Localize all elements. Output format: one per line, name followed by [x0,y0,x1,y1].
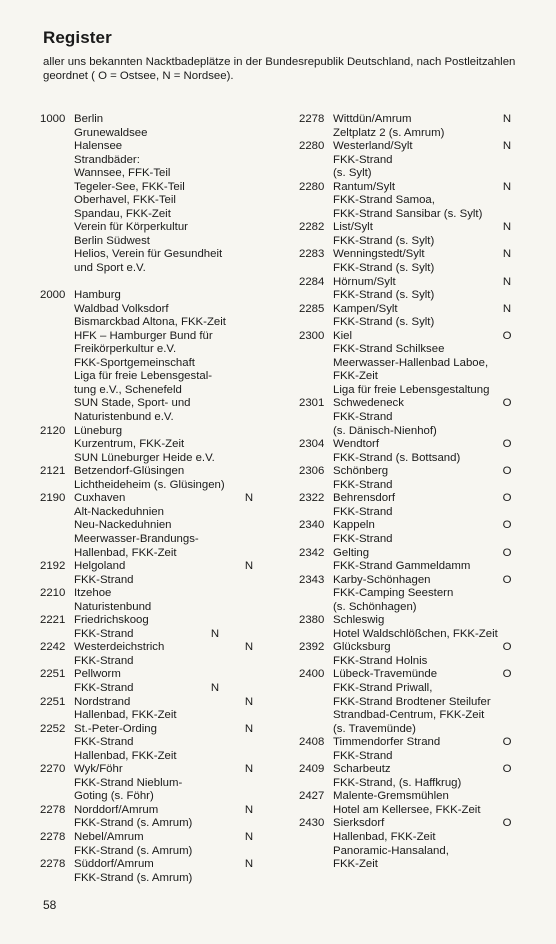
postal-code: 2304 [299,438,325,451]
entry-heading [40,113,255,127]
location-line: Wannsee, FFK-Teil [74,167,171,180]
location-line: FKK-Strand [333,153,393,166]
location-line: FKK-Strand [333,478,393,491]
postal-code: 2270 [40,763,66,776]
page-number: 58 [43,898,57,912]
location-line: FKK-Strand Samoa, [333,194,435,207]
entry-heading [40,465,255,479]
place-name: Kiel [333,329,352,342]
entry-heading [299,438,517,452]
location-line: Oberhavel, FKK-Teil [74,194,176,207]
entry-heading [40,560,255,574]
place-name: Malente-Gremsmühlen [333,790,449,803]
register-entry [299,519,517,546]
entry-heading [40,492,255,506]
postal-code: 2430 [299,817,325,830]
register-entry [40,831,255,858]
location-line: FKK-Strand Brodtener Steilufer [333,695,491,708]
place-name: Schleswig [333,614,385,627]
register-entry [40,668,255,695]
location-line [40,682,255,696]
postal-code: 2427 [299,790,325,803]
place-name: Norddorf/Amrum [74,803,159,816]
location-line: Alt-Nackeduhnien [74,505,164,518]
register-entry [40,465,255,492]
entry-heading [40,804,255,818]
register-entry [299,574,517,615]
entry-heading [299,547,517,561]
postal-code: 2278 [40,858,66,871]
postal-code: 2278 [299,113,325,125]
register-entry [299,113,517,140]
register-entry [40,492,255,560]
register-entry [299,397,517,438]
postal-code: 2392 [299,641,325,654]
location-line: Hallenbad, FKK-Zeit [333,830,436,843]
entry-heading [299,790,517,804]
place-name: Lüneburg [74,424,123,437]
location-text: FKK-Strand [74,681,134,694]
entry-heading [299,668,517,682]
location-line: (s. Dänisch-Nienhof) [333,424,437,437]
postal-code: 2343 [299,573,325,586]
entry-heading [40,425,255,439]
register-entry [299,641,517,668]
location-line: FKK-Camping Seestern [333,587,454,600]
location-line: FKK-Strand (s. Bottsand) [333,451,461,464]
register-entry [299,303,517,330]
location-line: Bismarckbad Altona, FKK-Zeit [74,316,226,329]
register-entry [40,614,255,641]
entry-heading [299,181,517,195]
register-entry [299,276,517,303]
coast-marker: O [502,492,512,505]
location-line: Goting (s. Föhr) [74,790,154,803]
postal-code: 2409 [299,763,325,776]
place-name: Westerdeichstrich [74,641,165,654]
register-entry [40,696,255,723]
postal-code: 2283 [299,248,325,261]
location-line: FKK-Strand [74,573,134,586]
postal-code: 2282 [299,221,325,234]
coast-marker: N [244,722,254,735]
location-line: Berlin Südwest [74,234,150,247]
coast-marker: N [244,830,254,843]
register-entry [40,560,255,587]
postal-code: 2301 [299,397,325,410]
register-entry [299,248,517,275]
entry-heading [299,574,517,588]
place-name: Nebel/Amrum [74,830,144,843]
register-entry [40,641,255,668]
place-name: Wendtorf [333,438,380,451]
postal-code: 2210 [40,587,66,600]
register-entry [40,723,255,764]
place-name: Lübeck-Travemünde [333,668,438,681]
register-entry [299,817,517,871]
postal-code: 2190 [40,492,66,505]
register-entry [299,221,517,248]
location-line: Freikörperkultur e.V. [74,343,177,356]
place-name: Sierksdorf [333,817,385,830]
location-line [40,628,255,642]
register-entry [299,181,517,222]
location-line: SUN Lüneburger Heide e.V. [74,451,215,464]
place-name: Betzendorf-Glüsingen [74,465,185,478]
coast-marker: N [244,858,254,871]
location-line: Waldbad Volksdorf [74,302,169,315]
location-line: (s. Schönhagen) [333,600,417,613]
place-name: Süddorf/Amrum [74,858,154,871]
location-line: FKK-Strand [333,505,393,518]
coast-marker: N [502,113,512,125]
entry-heading [40,587,255,601]
entry-heading [40,858,255,872]
coast-marker: O [502,465,512,478]
entry-heading [299,763,517,777]
register-column-left [40,113,255,885]
place-name: Wyk/Föhr [74,763,123,776]
postal-code: 2252 [40,722,66,735]
coast-marker: O [502,397,512,410]
coast-marker: N [244,763,254,776]
coast-marker: N [244,803,254,816]
coast-marker: N [244,641,254,654]
location-line: Helios, Verein für Gesundheit [74,248,223,261]
register-entry [40,425,255,466]
location-line: FKK-Zeit [333,370,378,383]
location-line: Lichtheideheim (s. Glüsingen) [74,478,225,491]
location-line: FKK-Strand (s. Sylt) [333,289,435,302]
location-line: Hallenbad, FKK-Zeit [74,709,177,722]
coast-marker: O [502,438,512,451]
postal-code: 2242 [40,641,66,654]
postal-code: 2121 [40,465,66,478]
coast-marker: N [502,221,512,234]
postal-code: 2221 [40,614,66,627]
place-name: Kappeln [333,519,375,532]
location-line: Spandau, FKK-Zeit [74,207,171,220]
coast-marker: O [502,519,512,532]
place-name: Rantum/Sylt [333,180,396,193]
register-entry [40,804,255,831]
register-entry [40,587,255,614]
location-line: FKK-Strand [74,736,134,749]
location-line: FKK-Strand [74,654,134,667]
location-text: FKK-Strand [74,627,134,640]
coast-marker: O [502,763,512,776]
coast-marker: N [244,492,254,505]
register-entry [299,614,517,641]
intro-text: aller uns bekannten Nacktbadeplätze in der Bundesrepublik Deutschland, nach Postleitzahlen geordnet ( O = Ostsee, N = Nordsee). [43,56,516,82]
location-line: Naturistenbund [74,600,152,613]
coast-marker: O [502,546,512,559]
register-entry [299,668,517,736]
location-line: Kurzentrum, FKK-Zeit [74,438,185,451]
place-name: Scharbeutz [333,763,391,776]
location-line: FKK-Strand (s. Sylt) [333,316,435,329]
entry-heading [40,696,255,710]
place-name: Karby-Schönhagen [333,573,431,586]
coast-marker: N [502,275,512,288]
coast-marker: O [502,817,512,830]
location-line: FKK-Strand (s. Amrum) [74,817,193,830]
register-entry [299,330,517,398]
coast-marker: O [502,641,512,654]
entry-heading [299,397,517,411]
coast-marker: N [502,140,512,153]
postal-code: 2284 [299,275,325,288]
coast-marker: N [210,627,220,640]
postal-code: 2285 [299,302,325,315]
page-title: Register [43,28,112,47]
entry-heading [299,140,517,154]
register-entry [299,547,517,574]
location-line: Naturistenbund e.V. [74,411,174,424]
coast-marker: N [210,681,220,694]
postal-code: 2251 [40,668,66,681]
place-name: Nordstrand [74,695,131,708]
entry-heading [299,221,517,235]
coast-marker: O [502,573,512,586]
place-name: List/Sylt [333,221,373,234]
entry-heading [40,763,255,777]
register-entry [299,736,517,763]
register-entry [40,289,255,424]
place-name: Gelting [333,546,370,559]
place-name: Helgoland [74,560,126,573]
postal-code: 2278 [40,830,66,843]
coast-marker: O [502,668,512,681]
location-line: FKK-Strand Nieblum- [74,776,183,789]
postal-code: 2340 [299,519,325,532]
location-line: FKK-Strand (s. Sylt) [333,234,435,247]
entry-heading [299,614,517,628]
location-line: Panoramic-Hansaland, [333,844,449,857]
entry-heading [40,831,255,845]
place-name: Schönberg [333,465,389,478]
location-line: Halensee [74,140,123,153]
coast-marker: O [502,736,512,749]
entry-heading [299,303,517,317]
entry-heading [299,276,517,290]
location-line: FKK-Sportgemeinschaft [74,356,195,369]
location-line: und Sport e.V. [74,262,146,275]
register-entry [299,763,517,790]
location-line: Verein für Körperkultur [74,221,188,234]
place-name: Kampen/Sylt [333,302,398,315]
location-line: (s. Sylt) [333,167,372,180]
place-name: Westerland/Sylt [333,140,413,153]
location-line: Hotel Waldschlößchen, FKK-Zeit [333,627,498,640]
location-line: Meerwasser-Hallenbad Laboe, [333,356,489,369]
place-name: Behrensdorf [333,492,396,505]
location-line: FKK-Strand, (s. Haffkrug) [333,776,462,789]
register-entry [299,140,517,181]
register-entry [299,465,517,492]
location-line: FKK-Strand Gammeldamm [333,560,471,573]
postal-code: 2306 [299,465,325,478]
location-line: FKK-Strand Schilksee [333,343,445,356]
postal-code: 2120 [40,424,66,437]
location-line: FKK-Strand (s. Sylt) [333,262,435,275]
place-name: Wittdün/Amrum [333,113,412,125]
location-line: FKK-Strand Holnis [333,654,428,667]
location-line: Tegeler-See, FKK-Teil [74,180,185,193]
coast-marker: N [502,248,512,261]
location-line: FKK-Strand [333,532,393,545]
entry-heading [299,248,517,262]
location-line: Hallenbad, FKK-Zeit [74,749,177,762]
location-line: FKK-Zeit [333,858,378,871]
location-line: Meerwasser-Brandungs- [74,532,199,545]
place-name: Glücksburg [333,641,391,654]
postal-code: 2280 [299,180,325,193]
entry-heading [299,641,517,655]
location-line: Zeltplatz 2 (s. Amrum) [333,126,445,139]
place-name: Hamburg [74,289,121,302]
postal-code: 2278 [40,803,66,816]
postal-code: 2408 [299,736,325,749]
register-entry [299,790,517,817]
location-line: (s. Travemünde) [333,722,416,735]
entry-heading [40,723,255,737]
location-line: FKK-Strand Sansibar (s. Sylt) [333,207,483,220]
place-name: Berlin [74,113,104,125]
location-line: FKK-Strand Priwall, [333,681,433,694]
coast-marker: O [502,329,512,342]
entry-heading [40,614,255,628]
coast-marker: N [244,560,254,573]
postal-code: 2322 [299,492,325,505]
location-line: tung e.V., Schenefeld [74,383,182,396]
postal-code: 2342 [299,546,325,559]
place-name: St.-Peter-Ording [74,722,157,735]
location-line: Strandbad-Centrum, FKK-Zeit [333,709,485,722]
entry-heading [299,736,517,750]
postal-code: 2251 [40,695,66,708]
coast-marker: N [502,302,512,315]
location-line: Hotel am Kellersee, FKK-Zeit [333,803,481,816]
entry-heading [299,465,517,479]
location-line: Strandbäder: [74,153,140,166]
register-entry [299,492,517,519]
postal-code: 2380 [299,614,325,627]
place-name: Wenningstedt/Sylt [333,248,425,261]
register-entry [299,438,517,465]
register-entry [40,763,255,804]
postal-code: 2192 [40,560,66,573]
entry-heading [299,519,517,533]
postal-code: 2400 [299,668,325,681]
coast-marker: N [244,695,254,708]
entry-heading [299,330,517,344]
location-line: Liga für freie Lebensgestaltung [333,383,490,396]
entry-heading [40,289,255,303]
location-line: FKK-Strand (s. Amrum) [74,871,193,884]
place-name: Cuxhaven [74,492,126,505]
entry-heading [299,113,517,127]
place-name: Pellworm [74,668,121,681]
postal-code: 2300 [299,329,325,342]
register-column-right [299,113,517,872]
location-line: FKK-Strand [333,411,393,424]
location-line: SUN Stade, Sport- und [74,397,191,410]
location-line: Liga für freie Lebensgestal- [74,370,213,383]
register-entry [40,113,255,276]
place-name: Friedrichskoog [74,614,149,627]
postal-code: 2000 [40,289,66,302]
postal-code: 1000 [40,113,66,125]
coast-marker: N [502,180,512,193]
entry-heading [40,668,255,682]
place-name: Schwedeneck [333,397,404,410]
postal-code: 2280 [299,140,325,153]
entry-heading [40,641,255,655]
location-line: Neu-Nackeduhnien [74,519,172,532]
location-line: Hallenbad, FKK-Zeit [74,546,177,559]
location-line: Grunewaldsee [74,126,148,139]
entry-heading [299,817,517,831]
location-line: HFK – Hamburger Bund für [74,329,213,342]
location-line: FKK-Strand [333,749,393,762]
place-name: Hörnum/Sylt [333,275,396,288]
location-line: FKK-Strand (s. Amrum) [74,844,193,857]
register-entry [40,858,255,885]
entry-heading [299,492,517,506]
place-name: Itzehoe [74,587,112,600]
place-name: Timmendorfer Strand [333,736,441,749]
